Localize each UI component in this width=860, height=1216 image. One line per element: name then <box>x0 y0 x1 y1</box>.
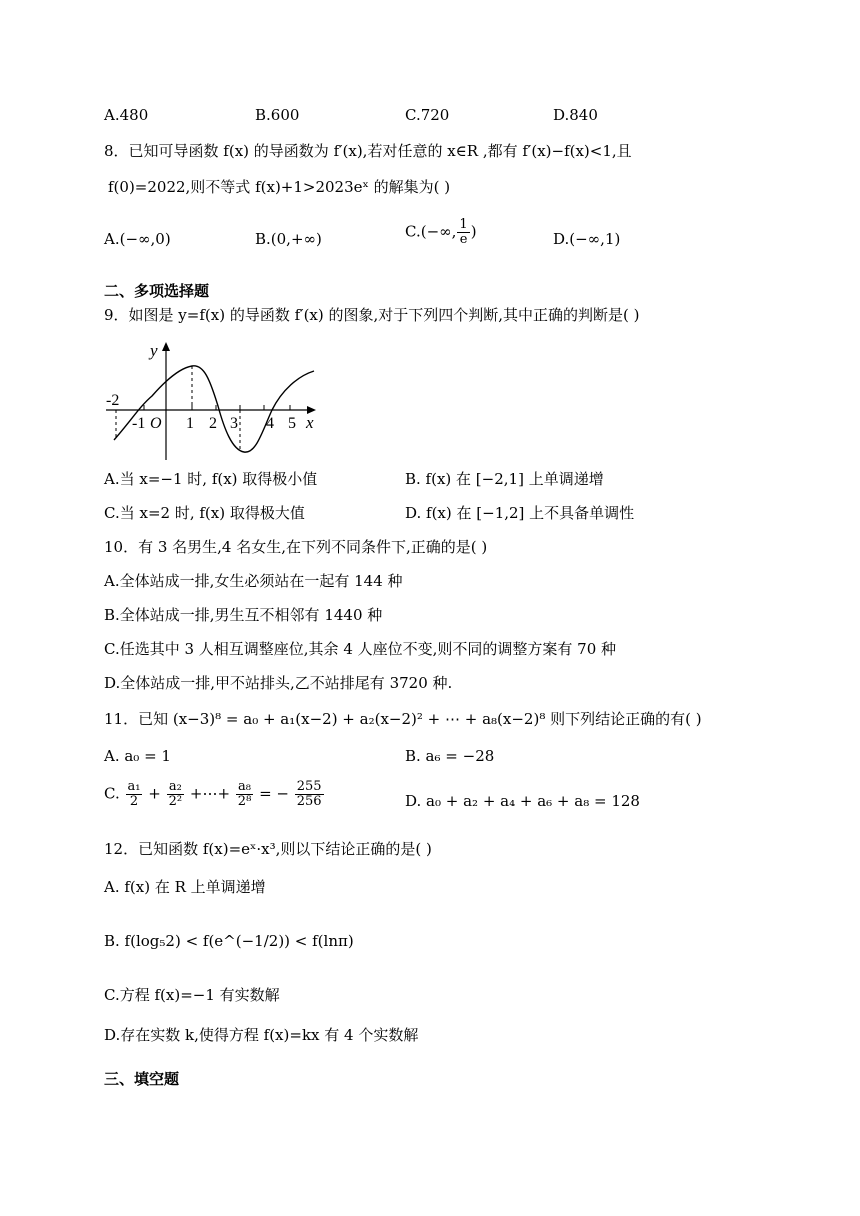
q8-option-c-left: (−∞, <box>420 222 457 241</box>
q8-option-c-right: ) <box>470 222 477 241</box>
q7-option-c: C.720 <box>405 106 450 124</box>
tick-label-minus1: -1 <box>132 415 146 432</box>
q8-stem-line1: 8．已知可导函数 f(x) 的导函数为 f′(x),若对任意的 x∈R ,都有 f′(x)−f(x)<1,且 <box>104 142 632 160</box>
q10-option-c: C.任选其中 3 人相互调整座位,其余 4 人座位不变,则不同的调整方案有 70 种 <box>104 640 617 658</box>
q9-stem: 9．如图是 y=f(x) 的导函数 f′(x) 的图象,对于下列四个判断,其中正确的判断是( ) <box>104 306 640 324</box>
q8-option-b: B.(0,+∞) <box>255 230 322 248</box>
q11-option-c-label: C. <box>104 784 120 803</box>
q12-stem: 12．已知函数 f(x)=eˣ·x³,则以下结论正确的是( ) <box>104 840 432 858</box>
q12-option-d: D.存在实数 k,使得方程 f(x)=kx 有 4 个实数解 <box>104 1026 419 1044</box>
q9-option-b: B. f(x) 在 [−2,1] 上单调递增 <box>405 470 604 488</box>
section-title-multiple-choice: 二、多项选择题 <box>104 282 210 300</box>
q7-option-a: A.480 <box>104 106 149 124</box>
q11-c-frac-3: $\frac{\text{a₈}}{\text{2⁸}}$ <box>237 779 252 809</box>
tick-label-3: 3 <box>230 415 238 432</box>
q8-option-c-label: C. <box>405 222 421 241</box>
q8-option-c-fraction <box>457 218 469 247</box>
q12-option-b: B. f(log₅2) < f(e^(−1/2)) < f(lnπ) <box>104 932 354 950</box>
q11-option-a: A. a₀ = 1 <box>104 747 171 765</box>
q8-option-c-num: 1 <box>459 217 468 232</box>
q8-option-c <box>405 218 477 247</box>
q9-option-d: D. f(x) 在 [−1,2] 上不具备单调性 <box>405 504 635 522</box>
q9-derivative-graph <box>100 336 330 464</box>
q11-c-frac-1: $\frac{\text{a₁}}{2}$ <box>127 779 141 809</box>
q8-stem-line2: f(0)=2022,则不等式 f(x)+1>2023eˣ 的解集为( ) <box>108 178 451 196</box>
q10-stem: 10．有 3 名男生,4 名女生,在下列不同条件下,正确的是( ) <box>104 538 488 556</box>
q10-option-b: B.全体站成一排,男生互不相邻有 1440 种 <box>104 606 383 624</box>
q7-option-d: D.840 <box>553 106 598 124</box>
tick-label-2: 2 <box>209 415 217 432</box>
q11-c-frac-2: $\frac{\text{a₂}}{\text{2²}}$ <box>168 779 183 809</box>
x-axis-label: x <box>306 413 314 432</box>
tick-label-4: 4 <box>266 415 274 432</box>
q12-option-c: C.方程 f(x)=−1 有实数解 <box>104 986 280 1004</box>
q7-option-b: B.600 <box>255 106 300 124</box>
q8-option-a: A.(−∞,0) <box>104 230 171 248</box>
q10-option-d: D.全体站成一排,甲不站排头,乙不站排尾有 3720 种. <box>104 674 453 692</box>
section-title-fill-in: 三、填空题 <box>104 1070 180 1088</box>
q10-option-a: A.全体站成一排,女生必须站在一起有 144 种 <box>104 572 403 590</box>
q9-option-c: C.当 x=2 时, f(x) 取得极大值 <box>104 504 305 522</box>
q11-c-frac-4: $\frac{255}{256}$ <box>296 779 322 809</box>
origin-label: O <box>150 415 162 432</box>
q11-option-b: B. a₆ = −28 <box>405 747 495 765</box>
q11-stem: 11．已知 (x−3)⁸ = a₀ + a₁(x−2) + a₂(x−2)² + ⋯ + a₈(x−2)⁸ 则下列结论正确的有( ) <box>104 710 702 728</box>
q12-option-a: A. f(x) 在 R 上单调递增 <box>104 878 266 896</box>
q11-option-c: C. $\frac{\text{a₁}}{2}$ + $\frac{\text{a₂}}{\text{2²}}$ +⋯+ $\frac{\text{a₈}}{\text{2⁸}}$ = − $\frac{255}{256}$ <box>104 779 322 809</box>
q8-option-d: D.(−∞,1) <box>553 230 621 248</box>
q9-option-a: A.当 x=−1 时, f(x) 取得极小值 <box>104 470 318 488</box>
y-axis-arrow <box>162 342 170 351</box>
tick-label-1: 1 <box>186 415 194 432</box>
tick-label-5: 5 <box>288 415 296 432</box>
q11-option-d: D. a₀ + a₂ + a₄ + a₆ + a₈ = 128 <box>405 792 640 810</box>
tick-label-minus2: -2 <box>106 392 120 409</box>
y-axis-label: y <box>150 341 158 360</box>
q8-option-c-den: e <box>459 232 468 247</box>
